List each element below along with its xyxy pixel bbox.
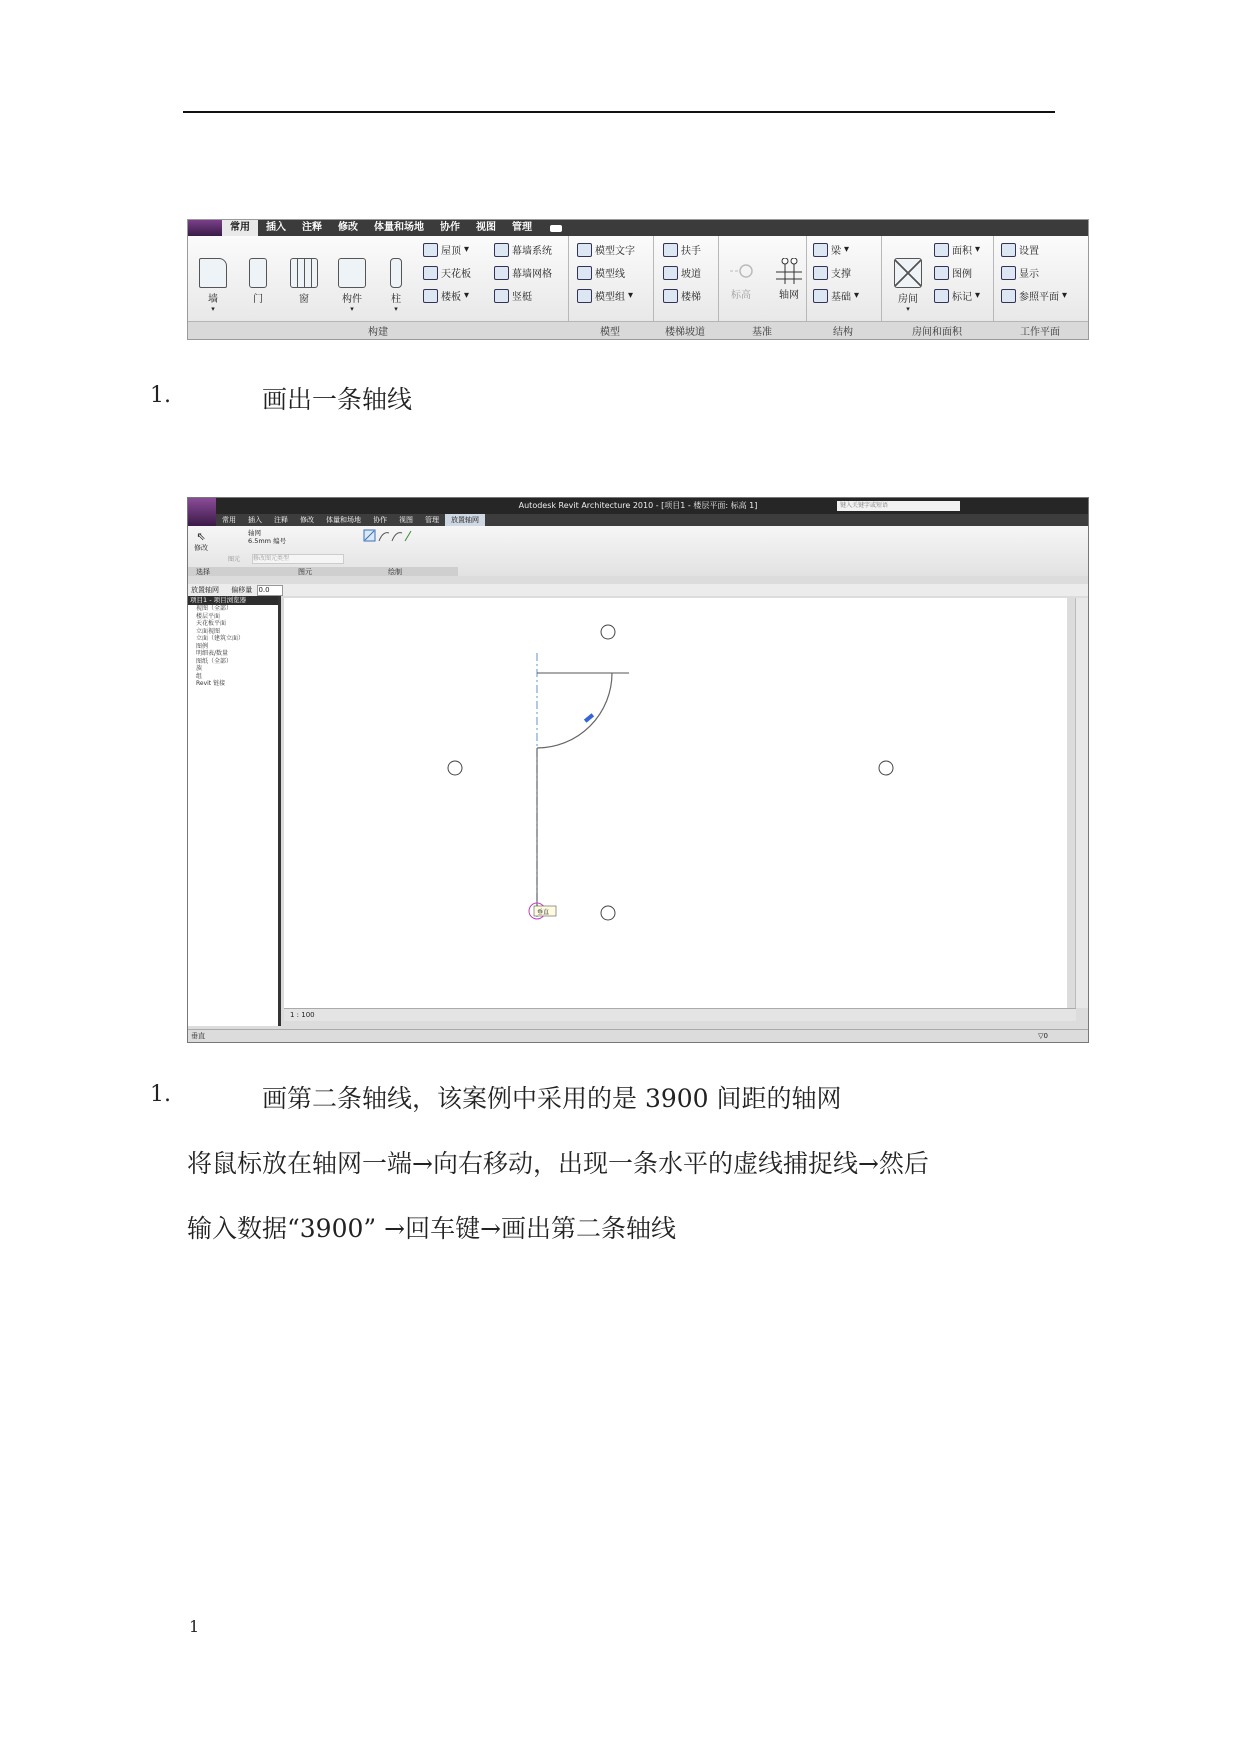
floor-label: 楼板 [441, 292, 461, 303]
beam-icon [813, 243, 828, 257]
tab-home[interactable]: 常用 [222, 516, 236, 524]
stair-label: 楼梯 [681, 292, 701, 303]
tag-icon [934, 289, 949, 303]
curtain-grid-icon [494, 266, 509, 280]
draw-tools[interactable] [363, 528, 413, 547]
draw-line-icon [363, 529, 413, 543]
ribbon-panels [188, 236, 1088, 322]
step-number: 1. [150, 1082, 171, 1107]
ribbon-tab-bar [188, 220, 1088, 236]
set-workplane-button[interactable] [1001, 242, 1039, 257]
tab-insert[interactable]: 插入 [266, 222, 286, 233]
panel-label-select: 选择 [196, 568, 210, 576]
door-icon [249, 258, 267, 288]
drawing-view[interactable] [284, 598, 1067, 1008]
railing-label: 扶手 [681, 246, 701, 257]
window-title: Autodesk Revit Architecture 2010 - [项目1 - 楼层平面: 标高 1] [188, 498, 1088, 514]
tab-place-grid[interactable]: 放置轴网 [445, 514, 485, 526]
legend-button[interactable] [934, 265, 972, 280]
ribbon-screenshot [187, 219, 1089, 340]
room-button[interactable]: 房间 ▾ [894, 258, 922, 313]
component-button[interactable]: 构件 ▾ [338, 258, 366, 313]
revit-logo[interactable] [188, 498, 216, 526]
project-browser [188, 596, 281, 1026]
component-label: 构件 [342, 294, 362, 305]
reference-plane-icon [1001, 289, 1016, 303]
instruction-line: 输入数据“3900” →回车键→画出第二条轴线 [187, 1214, 677, 1243]
search-input[interactable]: 键入关键字或短语 [837, 501, 960, 511]
mullion-button[interactable] [494, 288, 532, 303]
area-icon [934, 243, 949, 257]
type-name: 轴网 [248, 529, 261, 537]
component-icon [338, 258, 366, 288]
tab-massing-site[interactable]: 体量和场地 [326, 516, 361, 524]
browser-tree[interactable] [188, 605, 278, 688]
grid-label: 轴网 [779, 290, 799, 301]
curtain-grid-label: 幕墙网格 [512, 269, 552, 280]
grid-button[interactable] [776, 258, 802, 301]
model-text-label: 模型文字 [595, 246, 635, 257]
show-workplane-icon [1001, 266, 1016, 280]
panel-label-structure: 结构 [833, 327, 853, 338]
model-group-label: 模型组 [595, 292, 625, 303]
window-button[interactable] [290, 258, 318, 305]
browser-item[interactable]: 明细表/数量 [196, 650, 229, 657]
model-line-label: 模型线 [595, 269, 625, 280]
tab-manage[interactable]: 管理 [512, 222, 532, 233]
browser-item[interactable]: 视图（全部） [196, 605, 233, 612]
step-text: 画第二条轴线，该案例中采用的是 3900 间距的轴网 [262, 1084, 842, 1113]
tab-manage[interactable]: 管理 [425, 516, 439, 524]
step-number: 1. [150, 383, 171, 408]
show-workplane-label: 显示 [1019, 269, 1039, 280]
level-icon [728, 258, 754, 284]
tab-modify[interactable]: 修改 [338, 222, 358, 233]
options-label: 放置轴网 [191, 586, 219, 594]
level-label: 标高 [731, 290, 751, 301]
room-label: 房间 [898, 294, 918, 305]
tab-annotate[interactable]: 注释 [302, 222, 322, 233]
brace-icon [813, 266, 828, 280]
brace-button[interactable] [813, 265, 851, 280]
tag-button[interactable]: 标记 ▾ [934, 288, 980, 303]
drawing-canvas[interactable] [284, 598, 1067, 1008]
window-label: 窗 [299, 294, 309, 305]
set-workplane-icon [1001, 243, 1016, 257]
model-line-button[interactable] [577, 265, 625, 280]
revit-panel-labels [188, 567, 458, 576]
panel-label-workplane: 工作平面 [1020, 327, 1060, 338]
type-sub: 6.5mm 编号 [248, 537, 287, 545]
foundation-label: 基础 [831, 292, 851, 303]
column-button[interactable]: 柱 ▾ [390, 258, 402, 313]
filter-count[interactable]: ▽0 [1038, 1032, 1048, 1040]
project-browser-title: 项目1 - 项目浏览器 [188, 596, 278, 605]
roof-icon [423, 243, 438, 257]
wall-label: 墙 [208, 294, 218, 305]
model-line-icon [577, 266, 592, 280]
area-button[interactable]: 面积 ▾ [934, 242, 980, 257]
panel-label-build: 构建 [368, 327, 388, 338]
browser-item[interactable]: 图例 [196, 642, 209, 650]
mullion-label: 竖梃 [512, 292, 532, 303]
roof-label: 屋顶 [441, 246, 461, 257]
legend-icon [934, 266, 949, 280]
stair-icon [663, 289, 678, 303]
ramp-button[interactable] [663, 265, 701, 280]
door-label: 门 [253, 294, 263, 305]
model-group-button[interactable]: 模型组 ▾ [577, 288, 633, 303]
set-workplane-label: 设置 [1019, 246, 1039, 257]
header-rule [183, 111, 1055, 113]
camera-icon[interactable] [550, 225, 562, 232]
column-label: 柱 [391, 294, 401, 305]
revit-screenshot [187, 497, 1089, 1043]
panel-label-stair-ramp: 楼梯坡道 [665, 327, 705, 338]
column-icon [390, 258, 402, 288]
curtain-system-button[interactable] [494, 242, 552, 257]
model-group-icon [577, 289, 592, 303]
reference-plane-button[interactable]: 参照平面 ▾ [1001, 288, 1067, 303]
ceiling-label: 天花板 [441, 269, 471, 280]
curtain-system-icon [494, 243, 509, 257]
modify-button[interactable] [194, 530, 208, 553]
wall-button[interactable]: 墙 ▾ [199, 258, 227, 313]
legend-label: 图例 [952, 269, 972, 280]
panel-label-element: 图元 [298, 568, 312, 576]
curtain-system-label: 幕墙系统 [512, 246, 552, 257]
ribbon-panel-labels [188, 321, 1088, 339]
panel-label-draw: 绘制 [388, 568, 402, 576]
wall-icon [199, 258, 227, 288]
foundation-button[interactable]: 基础 ▾ [813, 288, 859, 303]
tab-massing-site[interactable]: 体量和场地 [374, 222, 424, 233]
reference-plane-label: 参照平面 [1019, 292, 1059, 303]
view-control-bar [284, 1008, 1076, 1021]
browser-item[interactable]: 组 [196, 672, 203, 680]
status-text: 垂直 [191, 1032, 205, 1040]
door-button[interactable] [249, 258, 267, 305]
browser-item[interactable]: 族 [196, 665, 203, 672]
modify-label: 修改 [194, 544, 208, 552]
browser-item[interactable]: 图纸（全部） [196, 657, 233, 665]
ramp-label: 坡道 [681, 269, 701, 280]
tab-home[interactable]: 常用 [222, 220, 258, 236]
tag-label: 标记 [952, 292, 972, 303]
show-workplane-button[interactable] [1001, 265, 1039, 280]
room-icon [894, 258, 922, 288]
vertical-scrollbar[interactable] [1075, 598, 1088, 1008]
page-number: 1 [189, 1617, 200, 1636]
tab-collaborate[interactable]: 协作 [373, 516, 387, 524]
offset-label: 偏移量 [231, 586, 253, 594]
foundation-icon [813, 289, 828, 303]
tab-collaborate[interactable]: 协作 [440, 222, 460, 233]
ramp-icon [663, 266, 678, 280]
roof-button[interactable]: 屋顶 ▾ [423, 242, 469, 257]
brace-label: 支撑 [831, 269, 851, 280]
panel-label-room-area: 房间和面积 [912, 327, 962, 338]
tab-view[interactable]: 视图 [399, 516, 413, 524]
ceiling-icon [423, 266, 438, 280]
floor-icon [423, 289, 438, 303]
railing-button[interactable] [663, 242, 701, 257]
beam-label: 梁 [831, 246, 841, 257]
tab-view[interactable]: 视图 [476, 222, 496, 233]
tab-insert[interactable]: 插入 [248, 516, 262, 524]
cursor-icon: ⇖ [196, 530, 206, 543]
grid-icon [776, 258, 802, 284]
offset-input[interactable]: 0.0 [257, 585, 283, 596]
panel-label-datum: 基准 [752, 327, 772, 338]
revit-ribbon [188, 526, 1088, 576]
ceiling-button[interactable] [423, 265, 471, 280]
browser-item[interactable]: 天花板平面 [196, 620, 227, 627]
filter-count-value: 0 [1043, 1032, 1048, 1040]
revit-tab-bar [216, 514, 1088, 526]
model-text-button[interactable] [577, 242, 635, 257]
browser-item[interactable]: 立面（建筑立面） [196, 635, 245, 642]
mullion-icon [494, 289, 509, 303]
type-selector[interactable] [248, 529, 286, 545]
status-bar [188, 1029, 1088, 1042]
tab-modify[interactable]: 修改 [300, 516, 314, 524]
area-label: 面积 [952, 246, 972, 257]
model-text-icon [577, 243, 592, 257]
railing-icon [663, 243, 678, 257]
stair-button[interactable] [663, 288, 701, 303]
floor-button[interactable]: 楼板 ▾ [423, 288, 469, 303]
properties-button[interactable]: 图元 [228, 556, 241, 563]
tab-annotate[interactable]: 注释 [274, 516, 288, 524]
instruction-line: 将鼠标放在轴网一端→向右移动，出现一条水平的虚线捕捉线→然后 [187, 1149, 929, 1178]
options-bar [188, 584, 1088, 596]
level-button[interactable] [728, 258, 754, 301]
beam-button[interactable]: 梁 ▾ [813, 242, 849, 257]
application-menu-button[interactable] [188, 220, 222, 236]
curtain-grid-button[interactable] [494, 265, 552, 280]
snap-tooltip: 垂直 [537, 909, 550, 916]
panel-label-model: 模型 [600, 327, 620, 338]
change-type-dropdown[interactable]: 修改图元类型 [252, 554, 344, 564]
browser-item[interactable]: 楼层平面 [196, 612, 221, 620]
view-scale[interactable]: 1 : 100 [290, 1011, 315, 1019]
step-text: 画出一条轴线 [262, 385, 413, 414]
browser-item[interactable]: Revit 链接 [196, 680, 226, 687]
window-icon [290, 258, 318, 288]
browser-item[interactable]: 立面视图 [196, 627, 221, 635]
